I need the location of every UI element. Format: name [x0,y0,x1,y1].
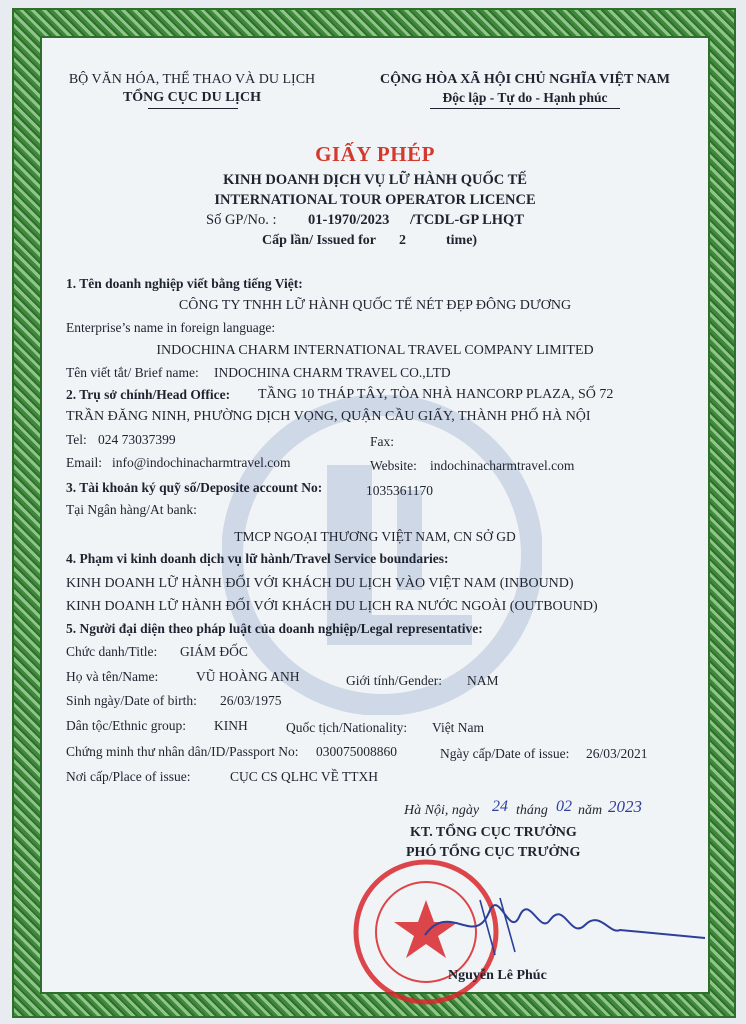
agency-name: TỔNG CỤC DU LỊCH [122,90,262,105]
rep-title-label: Chức danh/Title: [66,644,158,659]
website-value: indochinacharmtravel.com [430,458,575,473]
rep-id-value: 030075008860 [316,744,397,759]
email-label: Email: [66,455,102,470]
rep-dob-value: 26/03/1975 [220,693,282,708]
licence-number-label: Số GP/No. : [206,212,277,228]
fax-label: Fax: [370,434,395,449]
licence-subtitle-en: INTERNATIONAL TOUR OPERATOR LICENCE [214,192,536,208]
rep-name-value: VŨ HOÀNG ANH [196,669,300,684]
rep-nationality-value: Việt Nam [432,720,485,735]
date-month: 02 [556,798,572,815]
signer-name: Nguyễn Lê Phúc [448,968,547,983]
licence-title: GIẤY PHÉP [315,142,435,166]
bank-label: Tại Ngân hàng/At bank: [66,502,197,517]
date-year: 2023 [608,797,642,816]
rep-ethnic-label: Dân tộc/Ethnic group: [66,718,186,733]
header-rule-left [148,108,238,109]
issued-value: 2 [399,233,406,248]
handwritten-signature [420,880,710,960]
section2-heading: 2. Trụ sở chính/Head Office: [66,387,231,402]
rep-issue-date-value: 26/03/2021 [586,746,648,761]
rep-gender-label: Giới tính/Gender: [346,673,442,688]
header-rule-right [430,108,620,109]
date-place-prefix: Hà Nội, ngày [404,803,480,818]
company-name-vn: CÔNG TY TNHH LỮ HÀNH QUỐC TẾ NÉT ĐẸP ĐÔNG DƯƠNG [178,298,572,313]
signer-title1: KT. TỔNG CỤC TRƯỞNG [410,825,577,840]
issued-label: Cấp lần/ Issued for [262,233,376,248]
tel-value: 024 73037399 [98,432,176,447]
section1-heading: 1. Tên doanh nghiệp viết bằng tiếng Việt: [66,276,303,291]
section4-heading: 4. Phạm vi kinh doanh dịch vụ lữ hành/Travel Service boundaries: [66,551,449,566]
section3-heading: 3. Tài khoản ký quỹ số/Deposite account No: [66,480,323,495]
foreign-name-label: Enterprise’s name in foreign language: [66,320,276,335]
service-scope-inbound: KINH DOANH LỮ HÀNH ĐỐI VỚI KHÁCH DU LỊCH VÀO VIỆT NAM (INBOUND) [66,576,574,591]
service-scope-outbound: KINH DOANH LỮ HÀNH ĐỐI VỚI KHÁCH DU LỊCH RA NƯỚC NGOÀI (OUTBOUND) [66,599,598,614]
rep-title-value: GIÁM ĐỐC [180,644,248,659]
licence-number-value: 01-1970/2023 [308,212,390,228]
address-line2: TRẦN ĐĂNG NINH, PHƯỜNG DỊCH VỌNG, QUẬN CẦU GIẤY, THÀNH PHỐ HÀ NỘI [66,409,591,424]
date-month-label: tháng [516,803,548,818]
rep-issue-place-label: Nơi cấp/Place of issue: [66,769,191,784]
rep-id-label: Chứng minh thư nhân dân/ID/Passport No: [66,744,299,759]
deposit-account-value: 1035361170 [366,483,433,498]
tel-label: Tel: [66,432,87,447]
email-value: info@indochinacharmtravel.com [112,455,291,470]
rep-ethnic-value: KINH [214,718,248,733]
brief-name-label: Tên viết tắt/ Brief name: [66,365,199,380]
date-day: 24 [492,798,508,815]
company-name-en: INDOCHINA CHARM INTERNATIONAL TRAVEL COMPANY LIMITED [156,343,594,358]
rep-nationality-label: Quốc tịch/Nationality: [286,720,408,735]
ministry-name: BỘ VĂN HÓA, THỂ THAO VÀ DU LỊCH [68,72,316,87]
rep-issue-place-value: CỤC CS QLHC VỀ TTXH [230,769,379,784]
signer-title2: PHÓ TỔNG CỤC TRƯỞNG [406,845,581,860]
bank-value: TMCP NGOẠI THƯƠNG VIỆT NAM, CN SỞ GD [234,529,516,544]
date-year-label: năm [578,803,603,818]
brief-name-value: INDOCHINA CHARM TRAVEL CO.,LTD [214,365,451,380]
website-label: Website: [370,458,417,473]
rep-issue-date-label: Ngày cấp/Date of issue: [440,746,570,761]
section5-heading: 5. Người đại diện theo pháp luật của doanh nghiệp/Legal representative: [66,621,483,636]
licence-number-suffix: /TCDL-GP LHQT [410,212,525,228]
address-line1: TẦNG 10 THÁP TÂY, TÒA NHÀ HANCORP PLAZA, SỐ 72 [258,387,614,402]
rep-dob-label: Sinh ngày/Date of birth: [66,693,197,708]
rep-gender-value: NAM [467,673,499,688]
rep-name-label: Họ và tên/Name: [66,669,159,684]
country-name: CỘNG HÒA XÃ HỘI CHỦ NGHĨA VIỆT NAM [379,72,670,87]
motto: Độc lập - Tự do - Hạnh phúc [442,90,608,105]
issued-suffix: time) [446,233,478,248]
licence-subtitle-vn: KINH DOANH DỊCH VỤ LỮ HÀNH QUỐC TẾ [223,172,527,188]
